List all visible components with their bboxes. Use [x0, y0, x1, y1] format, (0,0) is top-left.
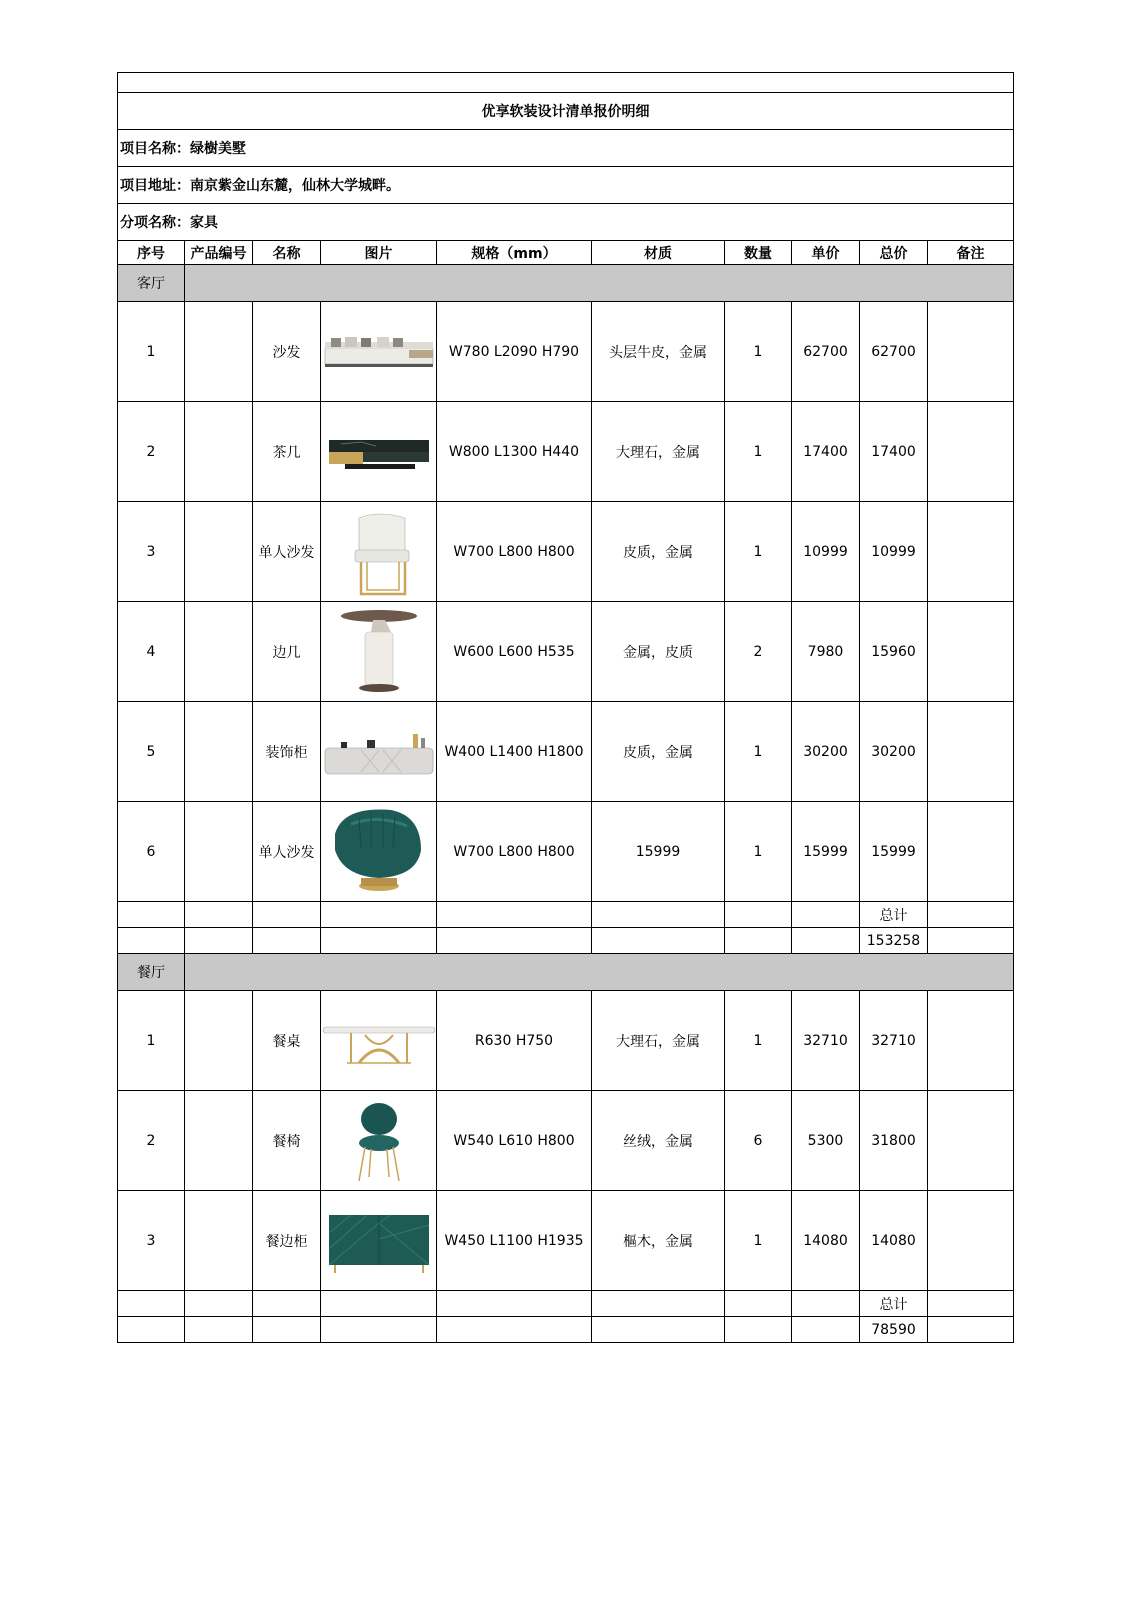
section-header-row — [118, 954, 1014, 991]
swivel-chair-image — [321, 802, 437, 902]
empty-cell — [185, 1317, 253, 1343]
empty-cell — [725, 1317, 792, 1343]
item-note — [928, 402, 1014, 502]
table-row — [118, 991, 1014, 1091]
cabinet-image — [321, 702, 437, 802]
category-name: 分项名称：家具 — [118, 204, 1014, 241]
item-note — [928, 702, 1014, 802]
item-name: 单人沙发 — [253, 502, 321, 602]
empty-cell — [185, 1291, 253, 1317]
empty-cell — [928, 1291, 1014, 1317]
quote-table — [117, 72, 1014, 1343]
item-note — [928, 302, 1014, 402]
title-row — [118, 93, 1014, 130]
item-number: 1 — [118, 302, 185, 402]
item-qty: 6 — [725, 1091, 792, 1191]
dining-table-image — [321, 991, 437, 1091]
item-spec: W700 L800 H800 — [437, 802, 592, 902]
item-qty: 1 — [725, 802, 792, 902]
project-name: 项目名称：绿樹美墅 — [118, 130, 1014, 167]
item-material: 丝绒，金属 — [592, 1091, 725, 1191]
item-total: 17400 — [860, 402, 928, 502]
section-fill — [185, 954, 1014, 991]
header-spec: 规格（mm） — [437, 241, 592, 265]
project-address: 项目地址：南京紫金山东麓，仙林大学城畔。 — [118, 167, 1014, 204]
item-qty: 2 — [725, 602, 792, 702]
header-price: 单价 — [792, 241, 860, 265]
header-note: 备注 — [928, 241, 1014, 265]
item-name: 边几 — [253, 602, 321, 702]
empty-cell — [792, 928, 860, 954]
item-note — [928, 991, 1014, 1091]
empty-cell — [253, 1317, 321, 1343]
item-total: 32710 — [860, 991, 928, 1091]
section-header-row — [118, 265, 1014, 302]
table-row — [118, 602, 1014, 702]
empty-cell — [928, 928, 1014, 954]
subtotal-label: 总计 — [860, 1291, 928, 1317]
item-note — [928, 602, 1014, 702]
item-material: 头层牛皮，金属 — [592, 302, 725, 402]
coffee-table-image — [321, 402, 437, 502]
header-no: 序号 — [118, 241, 185, 265]
category-row — [118, 204, 1014, 241]
item-total: 15999 — [860, 802, 928, 902]
table-row — [118, 702, 1014, 802]
item-number: 5 — [118, 702, 185, 802]
project-address-row — [118, 167, 1014, 204]
side-table-image — [321, 602, 437, 702]
empty-cell — [253, 1291, 321, 1317]
product-code — [185, 1091, 253, 1191]
empty-cell — [321, 902, 437, 928]
item-material: 皮质，金属 — [592, 702, 725, 802]
empty-cell — [253, 928, 321, 954]
subtotal-value: 78590 — [860, 1317, 928, 1343]
item-unit-price: 14080 — [792, 1191, 860, 1291]
item-qty: 1 — [725, 402, 792, 502]
item-material: 大理石，金属 — [592, 991, 725, 1091]
product-code — [185, 502, 253, 602]
table-row — [118, 402, 1014, 502]
empty-cell — [725, 902, 792, 928]
empty-cell — [792, 1291, 860, 1317]
item-name: 餐桌 — [253, 991, 321, 1091]
blank-top-row — [118, 73, 1014, 93]
subtotal-value-row — [118, 1317, 1014, 1343]
dining-chair-image — [321, 1091, 437, 1191]
item-number: 3 — [118, 502, 185, 602]
header-row — [118, 241, 1014, 265]
product-code — [185, 702, 253, 802]
item-number: 1 — [118, 991, 185, 1091]
subtotal-label: 总计 — [860, 902, 928, 928]
subtotal-value-row — [118, 928, 1014, 954]
empty-cell — [437, 1291, 592, 1317]
item-spec: W780 L2090 H790 — [437, 302, 592, 402]
item-number: 2 — [118, 1091, 185, 1191]
item-qty: 1 — [725, 1191, 792, 1291]
subtotal-label-row — [118, 1291, 1014, 1317]
empty-cell — [792, 902, 860, 928]
item-spec: W540 L610 H800 — [437, 1091, 592, 1191]
table-row — [118, 1191, 1014, 1291]
item-material: 皮质，金属 — [592, 502, 725, 602]
header-total: 总价 — [860, 241, 928, 265]
header-code: 产品编号 — [185, 241, 253, 265]
armchair-white-image — [321, 502, 437, 602]
empty-cell — [321, 928, 437, 954]
empty-cell — [185, 902, 253, 928]
item-total: 62700 — [860, 302, 928, 402]
product-code — [185, 302, 253, 402]
empty-cell — [437, 902, 592, 928]
item-note — [928, 1091, 1014, 1191]
item-note — [928, 802, 1014, 902]
empty-cell — [437, 1317, 592, 1343]
item-material: 15999 — [592, 802, 725, 902]
product-code — [185, 402, 253, 502]
document-title: 优享软装设计清单报价明细 — [118, 93, 1014, 130]
item-name: 沙发 — [253, 302, 321, 402]
item-spec: W450 L1100 H1935 — [437, 1191, 592, 1291]
project-name-row — [118, 130, 1014, 167]
item-number: 3 — [118, 1191, 185, 1291]
item-qty: 1 — [725, 302, 792, 402]
item-total: 30200 — [860, 702, 928, 802]
header-qty: 数量 — [725, 241, 792, 265]
product-code — [185, 802, 253, 902]
empty-cell — [792, 1317, 860, 1343]
item-material: 樞木，金属 — [592, 1191, 725, 1291]
item-name: 餐椅 — [253, 1091, 321, 1191]
item-unit-price: 15999 — [792, 802, 860, 902]
empty-cell — [253, 902, 321, 928]
item-qty: 1 — [725, 991, 792, 1091]
table-row — [118, 1091, 1014, 1191]
empty-cell — [185, 928, 253, 954]
section-name: 餐厅 — [118, 954, 185, 991]
item-total: 10999 — [860, 502, 928, 602]
item-material: 金属，皮质 — [592, 602, 725, 702]
empty-cell — [118, 902, 185, 928]
item-qty: 1 — [725, 702, 792, 802]
item-unit-price: 62700 — [792, 302, 860, 402]
item-unit-price: 7980 — [792, 602, 860, 702]
sofa-image — [321, 302, 437, 402]
item-spec: R630 H750 — [437, 991, 592, 1091]
item-note — [928, 1191, 1014, 1291]
item-spec: W400 L1400 H1800 — [437, 702, 592, 802]
empty-cell — [118, 928, 185, 954]
sideboard-image — [321, 1191, 437, 1291]
item-number: 4 — [118, 602, 185, 702]
empty-cell — [592, 928, 725, 954]
item-name: 单人沙发 — [253, 802, 321, 902]
item-total: 14080 — [860, 1191, 928, 1291]
item-total: 31800 — [860, 1091, 928, 1191]
empty-cell — [592, 1317, 725, 1343]
item-material: 大理石，金属 — [592, 402, 725, 502]
item-unit-price: 5300 — [792, 1091, 860, 1191]
empty-cell — [928, 1317, 1014, 1343]
table-row — [118, 802, 1014, 902]
item-name: 茶几 — [253, 402, 321, 502]
empty-cell — [592, 902, 725, 928]
item-unit-price: 17400 — [792, 402, 860, 502]
empty-cell — [118, 1291, 185, 1317]
empty-cell — [321, 1317, 437, 1343]
item-note — [928, 502, 1014, 602]
empty-cell — [725, 1291, 792, 1317]
section-name: 客厅 — [118, 265, 185, 302]
product-code — [185, 602, 253, 702]
item-spec: W800 L1300 H440 — [437, 402, 592, 502]
item-number: 2 — [118, 402, 185, 502]
item-unit-price: 32710 — [792, 991, 860, 1091]
item-total: 15960 — [860, 602, 928, 702]
item-unit-price: 10999 — [792, 502, 860, 602]
empty-cell — [118, 1317, 185, 1343]
empty-cell — [725, 928, 792, 954]
product-code — [185, 1191, 253, 1291]
item-number: 6 — [118, 802, 185, 902]
item-name: 装饰柜 — [253, 702, 321, 802]
header-name: 名称 — [253, 241, 321, 265]
empty-cell — [321, 1291, 437, 1317]
empty-cell — [592, 1291, 725, 1317]
header-image: 图片 — [321, 241, 437, 265]
header-material: 材质 — [592, 241, 725, 265]
table-row — [118, 302, 1014, 402]
empty-cell — [437, 928, 592, 954]
table-row — [118, 502, 1014, 602]
empty-cell — [928, 902, 1014, 928]
subtotal-value: 153258 — [860, 928, 928, 954]
product-code — [185, 991, 253, 1091]
item-unit-price: 30200 — [792, 702, 860, 802]
section-fill — [185, 265, 1014, 302]
item-qty: 1 — [725, 502, 792, 602]
subtotal-label-row — [118, 902, 1014, 928]
item-name: 餐边柜 — [253, 1191, 321, 1291]
item-spec: W700 L800 H800 — [437, 502, 592, 602]
item-spec: W600 L600 H535 — [437, 602, 592, 702]
